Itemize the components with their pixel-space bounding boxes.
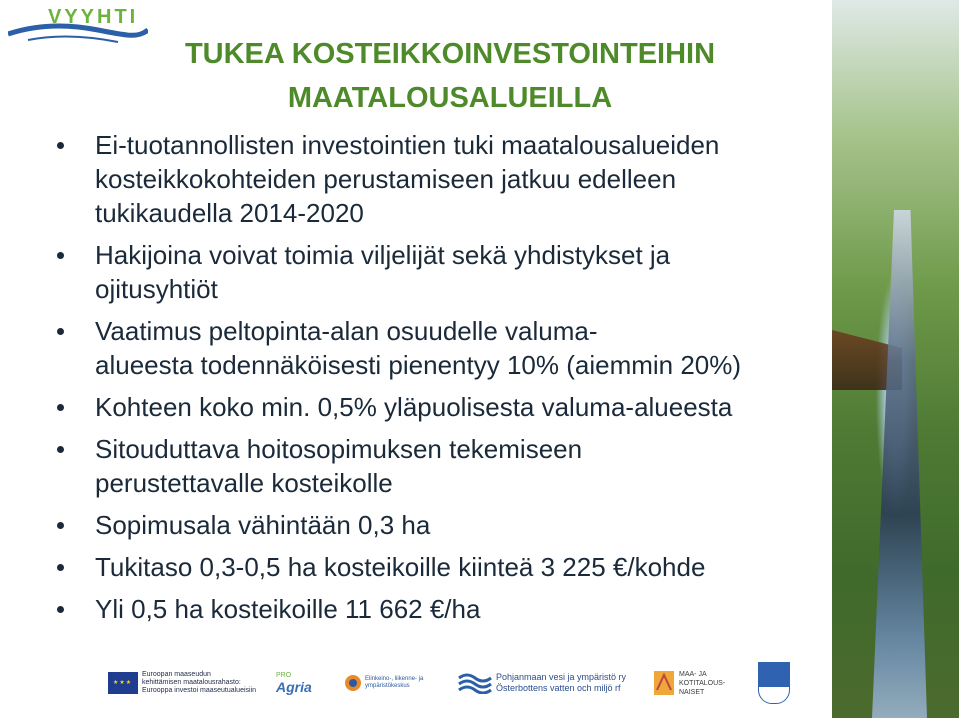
bullet-dot-icon — [57, 328, 64, 335]
pv-text-line: Pohjanmaan vesi ja ympäristö ry — [496, 672, 627, 682]
bullet-list — [55, 128, 825, 634]
eu-text-line: Eurooppa investoi maaseutualueisiin — [142, 687, 257, 694]
bullet-dot-icon — [57, 142, 64, 149]
bullet-dot-icon — [57, 404, 64, 411]
bullet-line: Sopimusala vähintään 0,3 ha — [95, 510, 431, 540]
bullet-item — [55, 550, 825, 584]
waves-icon — [458, 672, 492, 694]
slide-title — [100, 32, 800, 120]
bullet-line: ojitusyhtiöt — [95, 274, 218, 304]
bullet-line: alueesta todennäköisesti pienentyy 10% (aiemmin 20%) — [95, 350, 742, 380]
bullet-dot-icon — [57, 522, 64, 529]
mk-text-line: MAA- JA — [679, 670, 707, 678]
bullet-dot-icon — [57, 446, 64, 453]
ely-text-line: Elinkeino-, liikenne- ja — [365, 676, 424, 682]
coat-of-arms-logo — [758, 660, 790, 706]
ely-text-line: ympäristökeskus — [365, 683, 410, 689]
bullet-item — [55, 432, 825, 500]
sponsor-logos — [108, 660, 798, 710]
bullet-line: Tukitaso 0,3-0,5 ha kosteikoille kiinteä 3 225 €/kohde — [95, 552, 706, 582]
eu-logo — [108, 660, 256, 706]
wetland-photo — [832, 0, 959, 718]
bullet-line: Sitouduttava hoitosopimuksen tekemiseen — [95, 434, 583, 464]
eu-text-line: kehittämisen maatalousrahasto: — [142, 679, 241, 686]
bullet-dot-icon — [57, 564, 64, 571]
agria-text: Agria — [276, 678, 312, 695]
bullet-dot-icon — [57, 252, 64, 259]
maa-ja-kotitalousnaiset-logo — [653, 660, 725, 706]
ely-emblem-icon — [344, 674, 362, 692]
bullet-line: kosteikkokohteiden perustamiseen jatkuu edelleen — [95, 164, 677, 194]
agria-logo — [276, 660, 312, 706]
shield-icon — [758, 662, 790, 704]
bullet-line: Vaatimus peltopinta-alan osuudelle valuma- — [95, 316, 598, 346]
bullet-item — [55, 390, 825, 424]
ely-logo — [344, 660, 423, 706]
bullet-item — [55, 238, 825, 306]
bullet-line: Kohteen koko min. 0,5% yläpuolisesta valuma-alueesta — [95, 392, 733, 422]
photo-stream — [872, 210, 927, 718]
pohjanmaan-vesi-logo — [458, 660, 626, 706]
mk-text-line: NAISET — [679, 688, 705, 696]
bullet-line: perustettavalle kosteikolle — [95, 468, 393, 498]
mk-text-line: KOTITALOUS- — [679, 679, 726, 687]
title-line-1: TUKEA KOSTEIKKOINVESTOINTEIHIN — [184, 38, 716, 70]
eu-text-line: Euroopan maaseudun — [142, 671, 211, 678]
logo-text: VYYHTI — [48, 6, 139, 28]
bullet-dot-icon — [57, 606, 64, 613]
bullet-item — [55, 592, 825, 626]
title-line-2: MAATALOUSALUEILLA — [287, 82, 613, 114]
bullet-line: tukikaudella 2014-2020 — [95, 198, 364, 228]
bullet-line: Hakijoina voivat toimia viljelijät sekä yhdistykset ja — [95, 240, 671, 270]
agria-pre: PRO — [276, 671, 292, 679]
bullet-item — [55, 314, 825, 382]
bullet-line: Yli 0,5 ha kosteikoille 11 662 €/ha — [95, 594, 481, 624]
mk-emblem-icon — [653, 670, 675, 696]
bullet-line: Ei-tuotannollisten investointien tuki maatalousalueiden — [95, 130, 720, 160]
bullet-item — [55, 508, 825, 542]
eu-flag-icon — [108, 672, 138, 694]
bullet-item — [55, 128, 825, 230]
pv-text-line: Österbottens vatten och miljö rf — [496, 683, 621, 693]
